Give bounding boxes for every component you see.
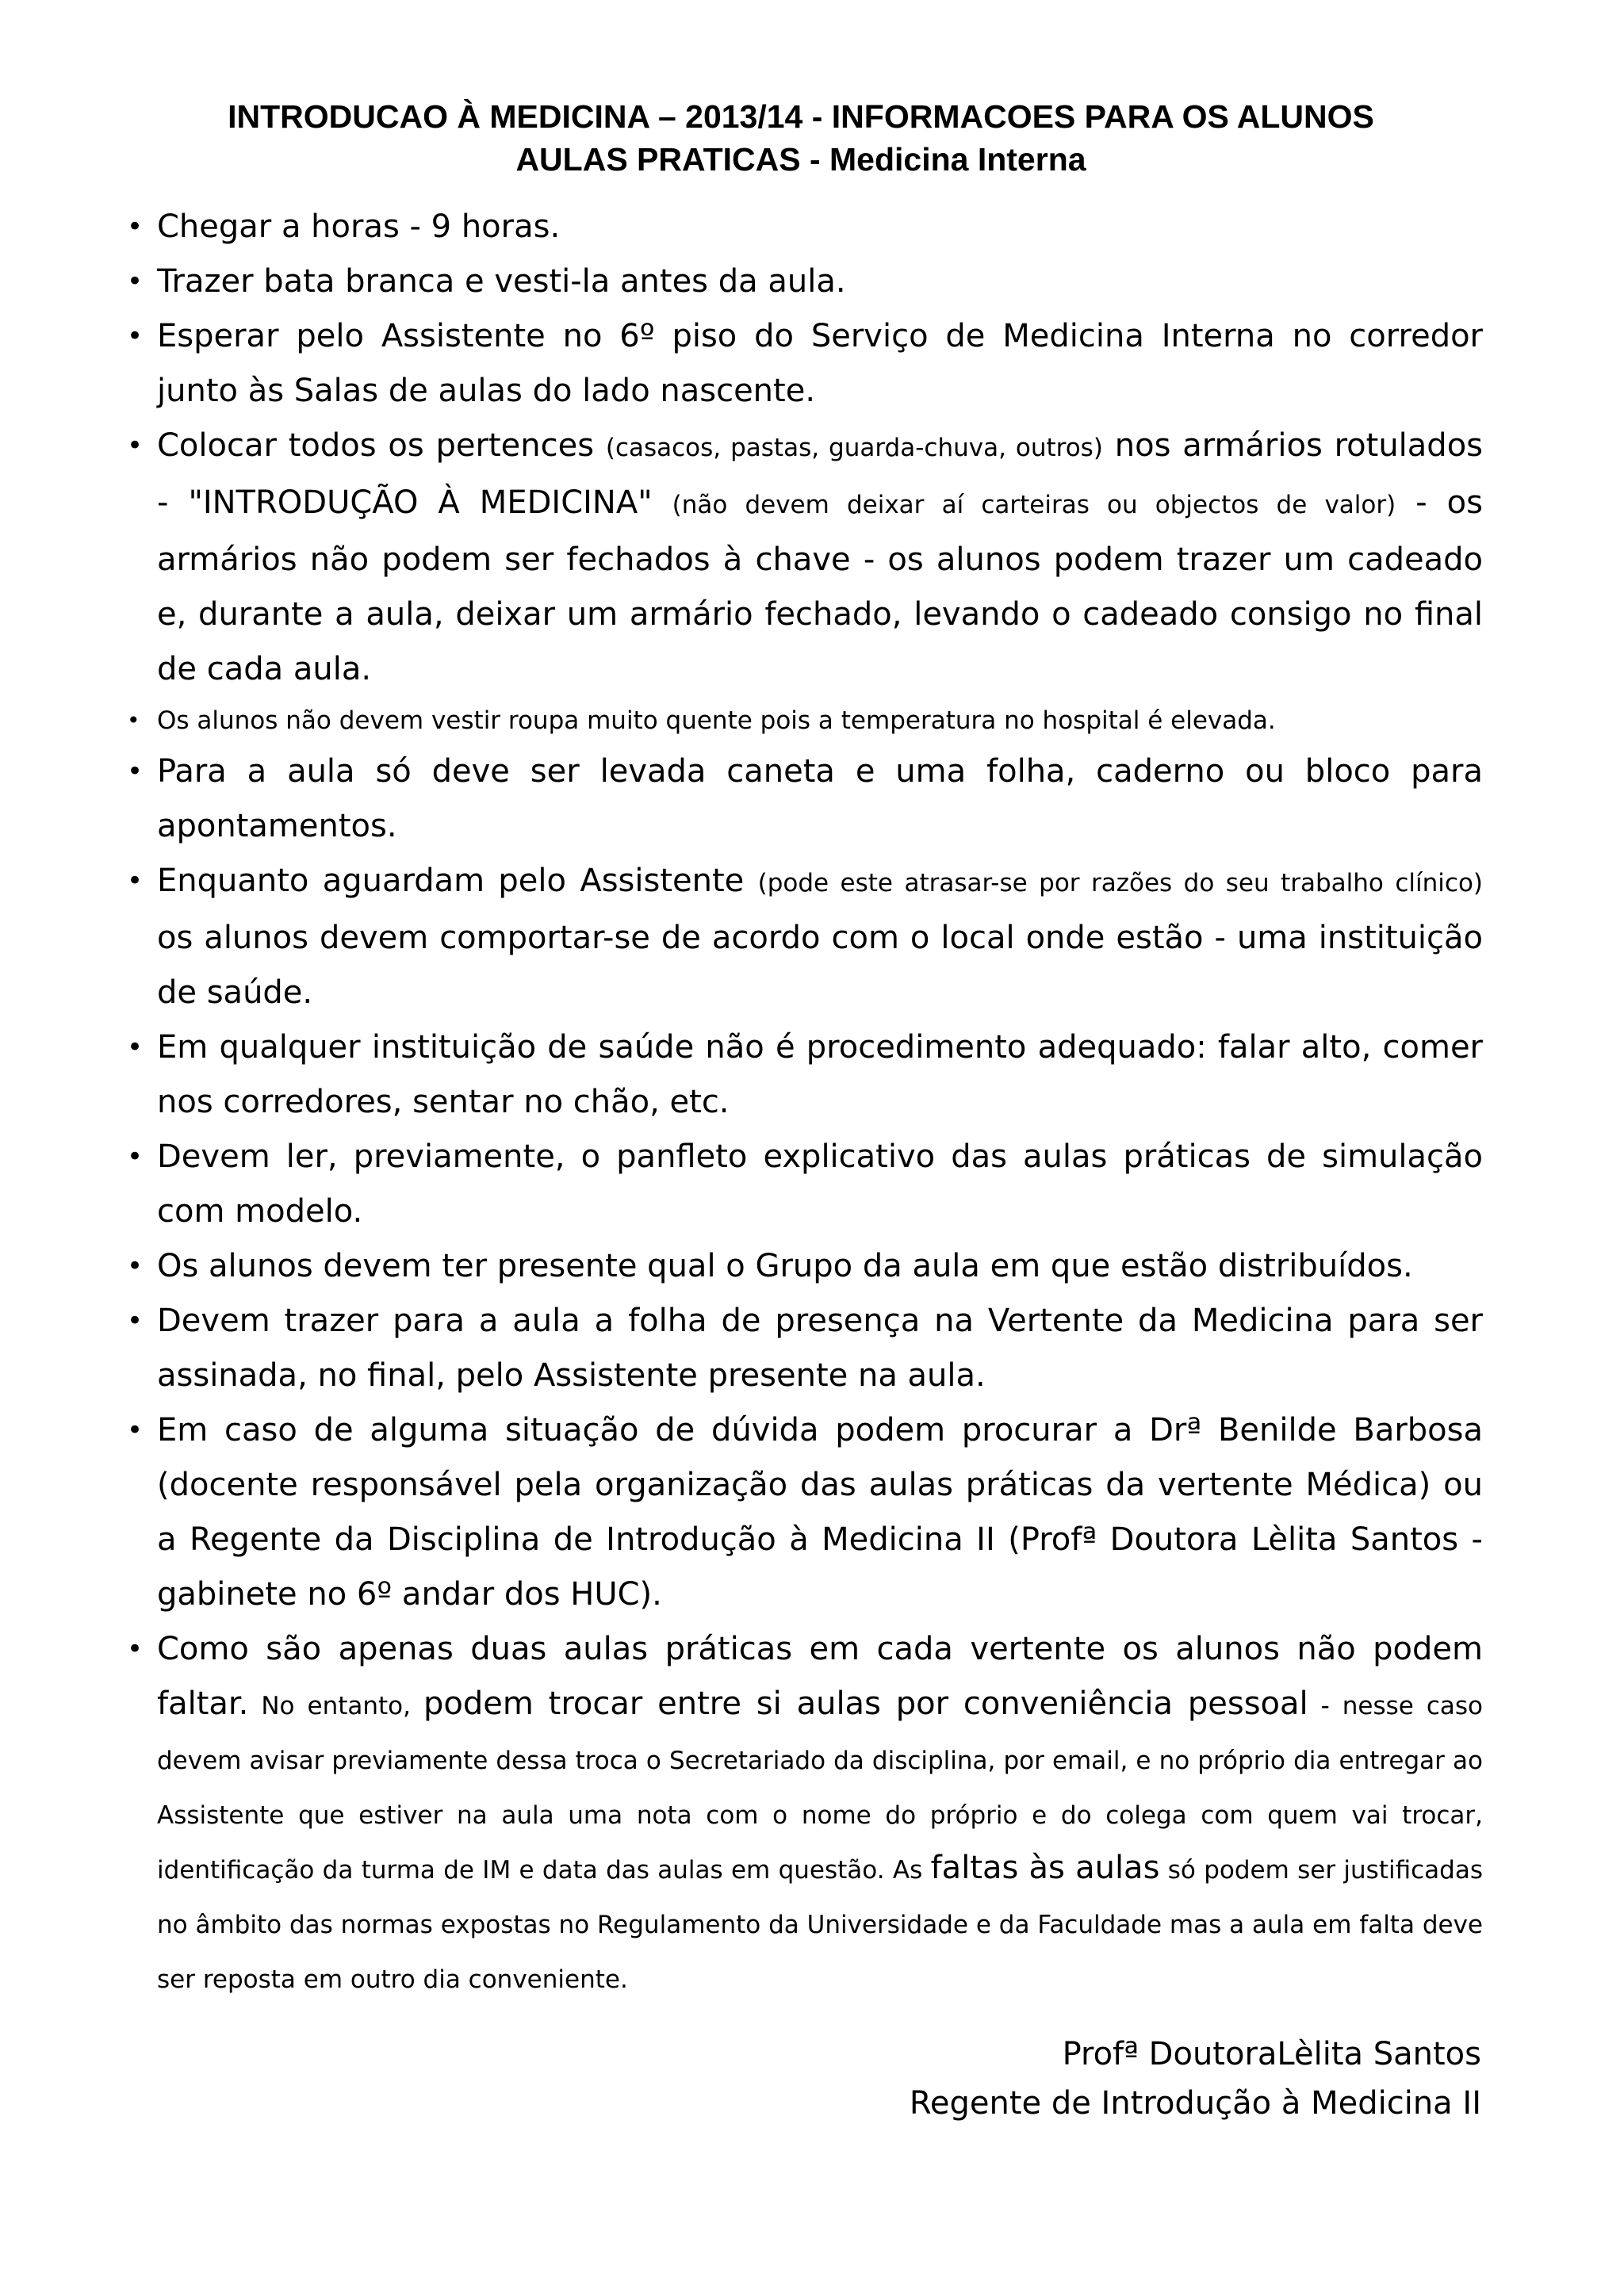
item-text: os alunos devem comportar-se de acordo com o local onde estão - uma instituição de saúde. — [157, 920, 1483, 1011]
list-item — [127, 419, 1483, 697]
list-item — [127, 1622, 1483, 2005]
item-text: Em qualquer instituição de saúde não é procedimento adequado: falar alto, comer nos corredores, sentar no chão, etc. — [157, 1029, 1483, 1120]
bullet-icon: • — [127, 320, 144, 352]
list-item — [127, 1130, 1483, 1239]
bullet-icon: • — [127, 1031, 144, 1063]
signature-role: Regente de Introdução à Medicina II — [909, 2085, 1481, 2122]
item-text: Como são apenas duas aulas práticas em cada vertente os alunos não podem faltar. — [157, 1631, 1483, 1722]
list-item — [127, 309, 1483, 419]
item-note: (não devem deixar aí carteiras ou objectos de valor) — [672, 491, 1396, 519]
item-text: podem trocar entre si aulas por conveniência pessoal — [423, 1686, 1308, 1722]
item-note: só podem ser justificadas no âmbito das normas expostas no Regulamento da Universidade e da Faculdade mas a aula em falta deve ser reposta em outro dia conveniente. — [157, 1856, 1483, 1994]
list-item — [127, 697, 1483, 744]
signature-block — [910, 2030, 1481, 2128]
instructions-list — [127, 200, 1483, 2005]
item-note: - nesse caso devem avisar previamente dessa troca o Secretariado da disciplina, por email, e no próprio dia entregar ao Assistente que estiver na aula uma nota com o nome do próprio e do colega com quem vai trocar, identificação da turma de IM e data das aulas em questão. As — [157, 1692, 1483, 1885]
item-note: (pode este atrasar-se por razões do seu trabalho clínico) — [757, 869, 1484, 897]
list-item — [127, 1294, 1483, 1403]
list-item — [127, 1020, 1483, 1130]
item-text: Enquanto aguardam pelo Assistente — [157, 863, 758, 899]
title-line-2: AULAS PRATICAS - Medicina Interna — [515, 141, 1086, 178]
list-item — [127, 1403, 1483, 1622]
item-text: Esperar pelo Assistente no 6º piso do Serviço de Medicina Interna no corredor junto às Salas de aulas do lado nascente. — [157, 318, 1483, 409]
title-line-1: INTRODUCAO À MEDICINA – 2013/14 - INFORMACOES PARA OS ALUNOS — [228, 98, 1374, 135]
signature-name: Profª DoutoraLèlita Santos — [1062, 2036, 1481, 2072]
item-text: Devem ler, previamente, o panfleto explicativo das aulas práticas de simulação com modelo. — [157, 1138, 1483, 1230]
item-note: No entanto, — [248, 1692, 423, 1720]
item-text: - os armários não podem ser fechados à chave - os alunos podem trazer um cadeado e, durante a aula, deixar um armário fechado, levando o cadeado consigo no final de cada aula. — [157, 484, 1483, 687]
item-text: Os alunos devem ter presente qual o Grupo da aula em que estão distribuídos. — [157, 1248, 1413, 1284]
bullet-icon: • — [127, 1414, 144, 1446]
list-item — [127, 1239, 1483, 1294]
list-item — [127, 200, 1483, 254]
bullet-icon: • — [127, 211, 144, 243]
item-text: Em caso de alguma situação de dúvida podem procurar a Drª Benilde Barbosa (docente responsável pela organização das aulas práticas da vertente Médica) ou a Regente da Disciplina de Introdução à Medicina II (Profª Doutora Lèlita Santos - gabinete no 6º andar dos HUC). — [157, 1412, 1483, 1613]
item-text: Para a aula só deve ser levada caneta e uma folha, caderno ou bloco para apontamentos. — [157, 753, 1483, 844]
item-text: Colocar todos os pertences — [157, 427, 606, 464]
bullet-icon: • — [127, 756, 144, 787]
bullet-icon: • — [127, 1305, 144, 1337]
list-item — [127, 854, 1483, 1020]
item-tail — [157, 1686, 1483, 1994]
bullet-icon: • — [127, 1141, 144, 1173]
item-note: (casacos, pastas, guarda-chuva, outros) — [605, 434, 1103, 462]
bullet-icon: • — [127, 707, 140, 733]
item-text: faltas às aulas — [930, 1850, 1160, 1886]
document-header — [119, 95, 1483, 181]
list-item — [127, 744, 1483, 854]
item-text: Chegar a horas - 9 horas. — [157, 209, 561, 245]
bullet-icon: • — [127, 1250, 144, 1282]
list-item — [127, 254, 1483, 309]
bullet-icon: • — [127, 430, 144, 461]
item-text: Devem trazer para a aula a folha de presença na Vertente da Medicina para ser assinada, no final, pelo Assistente presente na aula. — [157, 1303, 1483, 1394]
item-text: nos armários rotulados - "INTRODUÇÃO À MEDICINA" — [157, 427, 1484, 521]
bullet-icon: • — [127, 266, 144, 297]
item-text: Os alunos não devem vestir roupa muito quente pois a temperatura no hospital é elevada. — [157, 706, 1276, 735]
item-text: Trazer bata branca e vesti-la antes da aula. — [157, 263, 846, 300]
bullet-icon: • — [127, 1633, 144, 1665]
bullet-icon: • — [127, 865, 144, 897]
